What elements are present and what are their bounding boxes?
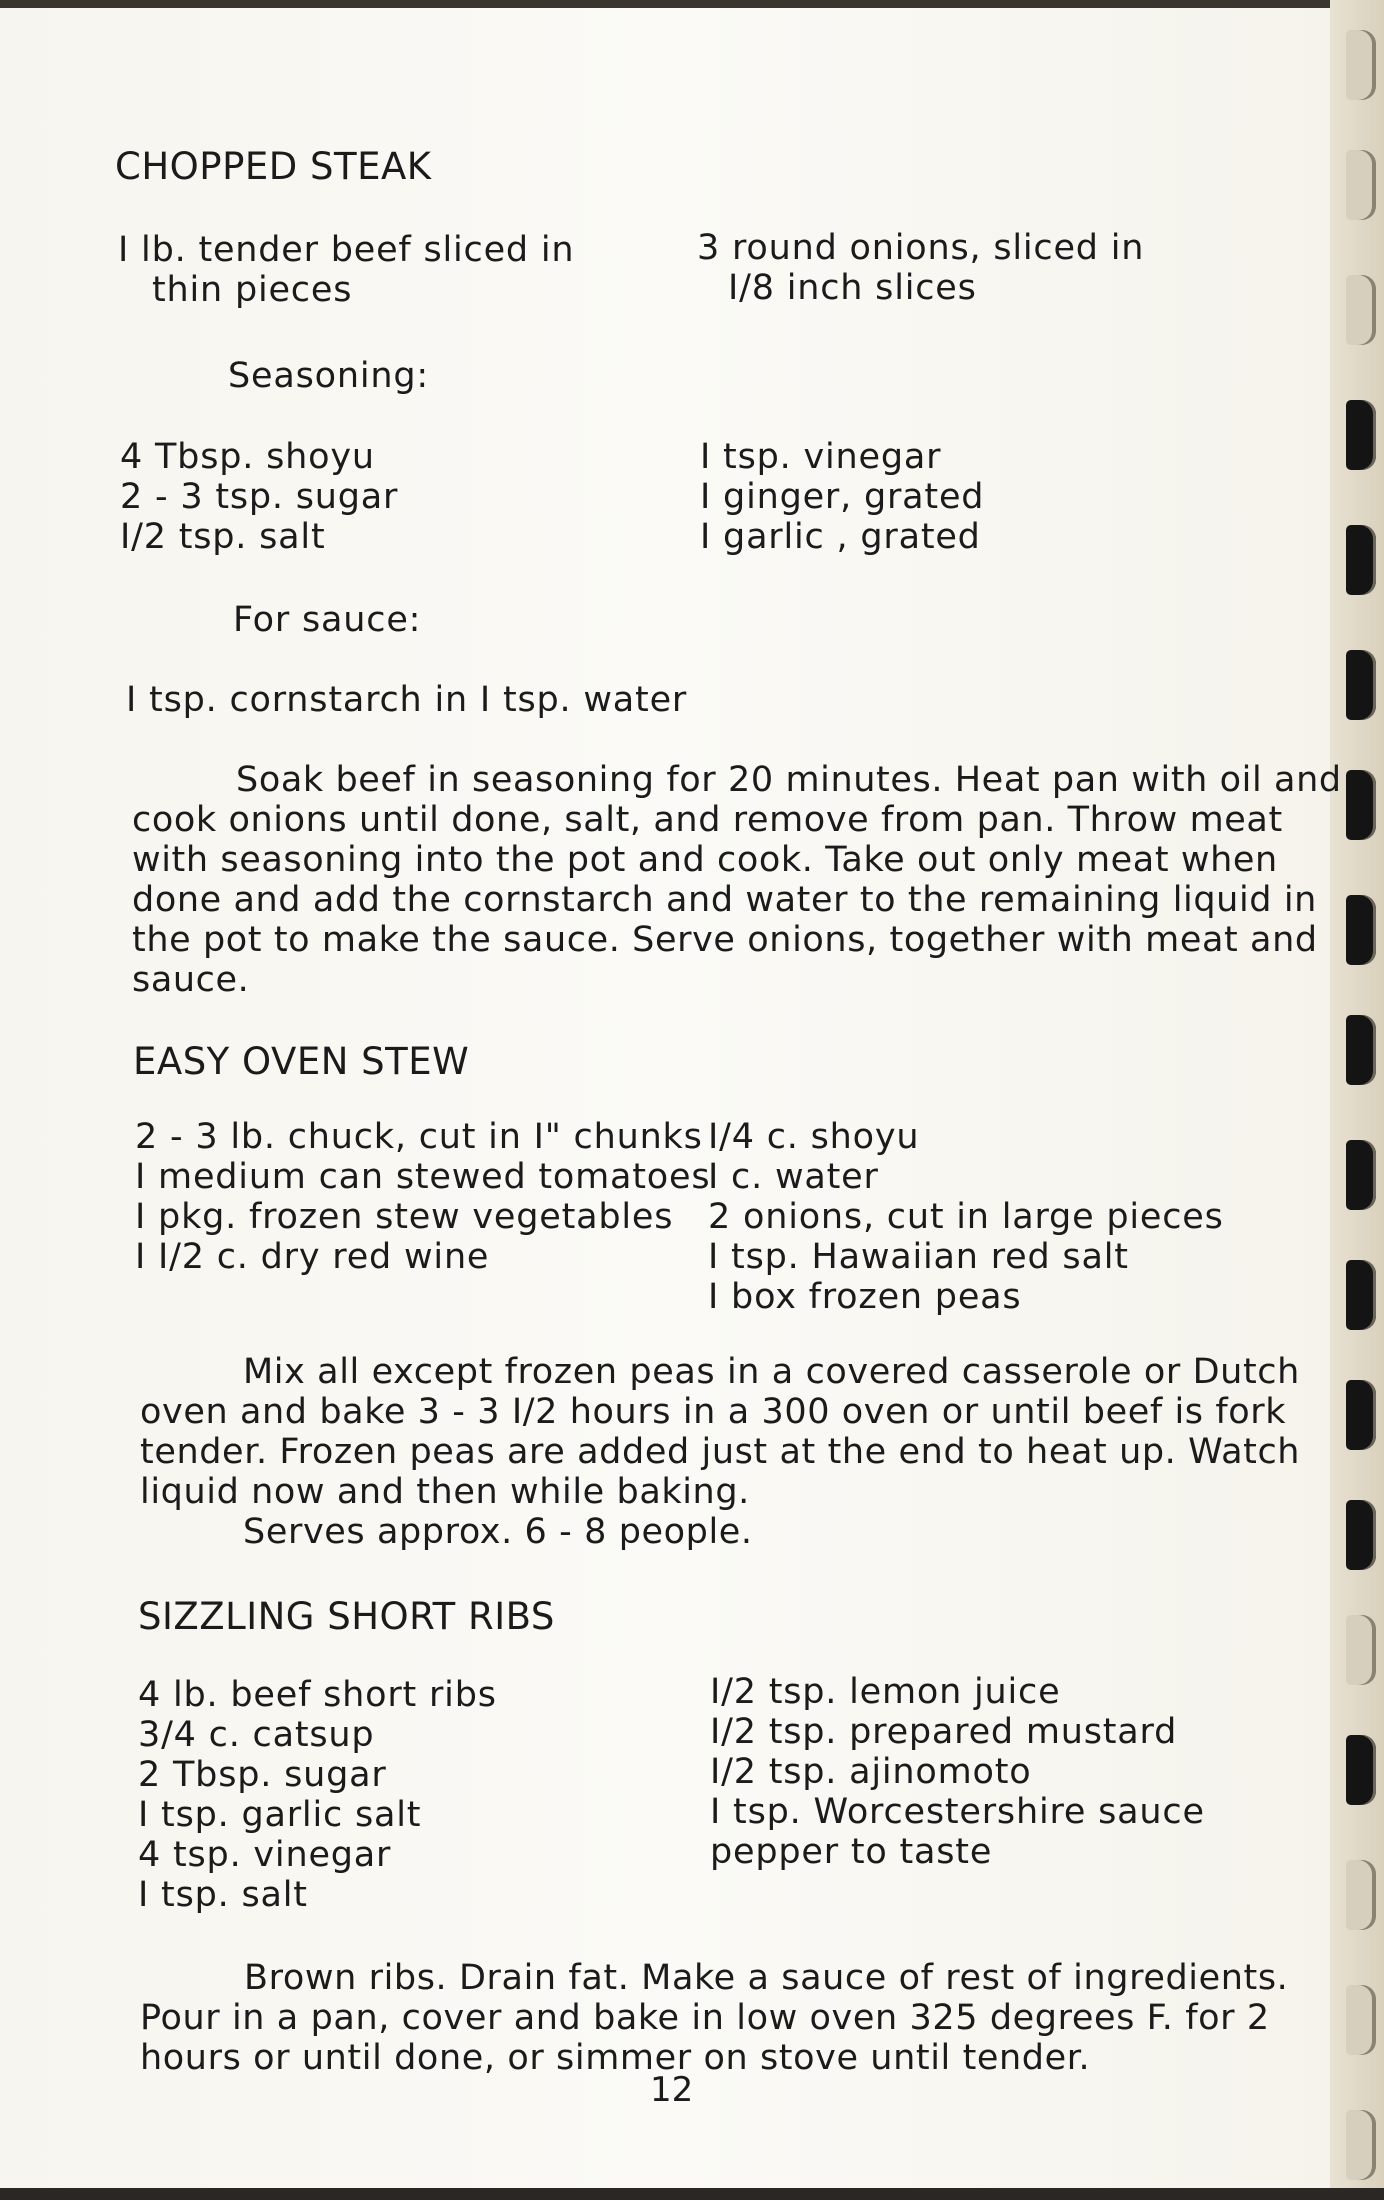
directions-line: tender. Frozen peas are added just at the end to heat up. Watch <box>140 1432 1301 1472</box>
ingredient-line: I tsp. cornstarch in I tsp. water <box>126 680 688 720</box>
ingredient-line: 2 Tbsp. sugar <box>138 1755 387 1795</box>
binding-coil <box>1346 30 1376 100</box>
binding-coil <box>1346 1260 1376 1330</box>
ingredient-line: I tsp. Hawaiian red salt <box>708 1237 1129 1277</box>
bottom-edge <box>0 2188 1384 2200</box>
ingredient-line: I c. water <box>708 1157 879 1197</box>
binding-coil <box>1346 650 1376 720</box>
ingredient-line: pepper to taste <box>710 1832 993 1872</box>
binding-coil <box>1346 1860 1376 1930</box>
ingredient-line: 4 lb. beef short ribs <box>138 1675 497 1715</box>
ingredient-line: I ginger, grated <box>700 477 985 517</box>
directions-line: Pour in a pan, cover and bake in low oven 325 degrees F. for 2 <box>140 1998 1270 2038</box>
section-label: Seasoning: <box>228 356 429 396</box>
binding-coil <box>1346 1015 1376 1085</box>
page-number: 12 <box>650 2070 694 2110</box>
ingredient-line: I/8 inch slices <box>728 268 977 308</box>
binding-coil <box>1346 1615 1376 1685</box>
ingredient-line: 3 round onions, sliced in <box>697 228 1145 268</box>
ingredient-line: I/4 c. shoyu <box>708 1117 920 1157</box>
binding-coil <box>1346 525 1376 595</box>
binding-coil <box>1346 770 1376 840</box>
binding-coil <box>1346 1735 1376 1805</box>
ingredient-line: I/2 tsp. prepared mustard <box>710 1712 1178 1752</box>
directions-line: Mix all except frozen peas in a covered casserole or Dutch <box>243 1352 1300 1392</box>
ingredient-line: I medium can stewed tomatoes <box>135 1157 711 1197</box>
directions-line: Brown ribs. Drain fat. Make a sauce of rest of ingredients. <box>244 1958 1289 1998</box>
recipe-title: CHOPPED STEAK <box>115 145 432 188</box>
directions-line: sauce. <box>132 960 250 1000</box>
directions-line: Soak beef in seasoning for 20 minutes. Heat pan with oil and <box>236 760 1342 800</box>
ingredient-line: I I/2 c. dry red wine <box>135 1237 490 1277</box>
ingredient-line: 3/4 c. catsup <box>138 1715 375 1755</box>
ingredient-line: I tsp. Worcestershire sauce <box>710 1792 1205 1832</box>
binding-coil <box>1346 1985 1376 2055</box>
ingredient-line: I tsp. salt <box>138 1875 308 1915</box>
section-label: For sauce: <box>233 600 422 640</box>
directions-line: liquid now and then while baking. <box>140 1472 750 1512</box>
recipe-title: EASY OVEN STEW <box>133 1040 470 1083</box>
directions-line: done and add the cornstarch and water to the remaining liquid in <box>132 880 1317 920</box>
ingredient-line: I tsp. garlic salt <box>138 1795 422 1835</box>
ingredient-line: I tsp. vinegar <box>700 437 942 477</box>
recipe-title: SIZZLING SHORT RIBS <box>138 1595 555 1638</box>
binding-coil <box>1346 1140 1376 1210</box>
directions-line: hours or until done, or simmer on stove until tender. <box>140 2038 1091 2078</box>
ingredient-line: 2 - 3 lb. chuck, cut in I" chunks <box>135 1117 703 1157</box>
ingredient-line: I/2 tsp. ajinomoto <box>710 1752 1032 1792</box>
ingredient-line: I garlic , grated <box>700 517 981 557</box>
binding-coil <box>1346 150 1376 220</box>
ingredient-line: 2 onions, cut in large pieces <box>708 1197 1224 1237</box>
directions-line: oven and bake 3 - 3 I/2 hours in a 300 oven or until beef is fork <box>140 1392 1287 1432</box>
ingredient-line: 2 - 3 tsp. sugar <box>120 477 399 517</box>
ingredient-line: I pkg. frozen stew vegetables <box>135 1197 674 1237</box>
binding-coil <box>1346 2110 1376 2180</box>
binding-coil <box>1346 400 1376 470</box>
top-edge <box>0 0 1384 8</box>
ingredient-line: I lb. tender beef sliced in <box>118 230 575 270</box>
directions-line: the pot to make the sauce. Serve onions, together with meat and <box>132 920 1318 960</box>
binding-coil <box>1346 895 1376 965</box>
ingredient-line: thin pieces <box>152 270 353 310</box>
directions-line: with seasoning into the pot and cook. Take out only meat when <box>132 840 1278 880</box>
binding-coil <box>1346 1380 1376 1450</box>
ingredient-line: 4 tsp. vinegar <box>138 1835 392 1875</box>
ingredient-line: I/2 tsp. lemon juice <box>710 1672 1061 1712</box>
binding-coil <box>1346 1500 1376 1570</box>
directions-line: cook onions until done, salt, and remove from pan. Throw meat <box>132 800 1283 840</box>
serves-line: Serves approx. 6 - 8 people. <box>243 1512 753 1552</box>
binding-coil <box>1346 275 1376 345</box>
ingredient-line: 4 Tbsp. shoyu <box>120 437 375 477</box>
ingredient-line: I/2 tsp. salt <box>120 517 326 557</box>
ingredient-line: I box frozen peas <box>708 1277 1022 1317</box>
